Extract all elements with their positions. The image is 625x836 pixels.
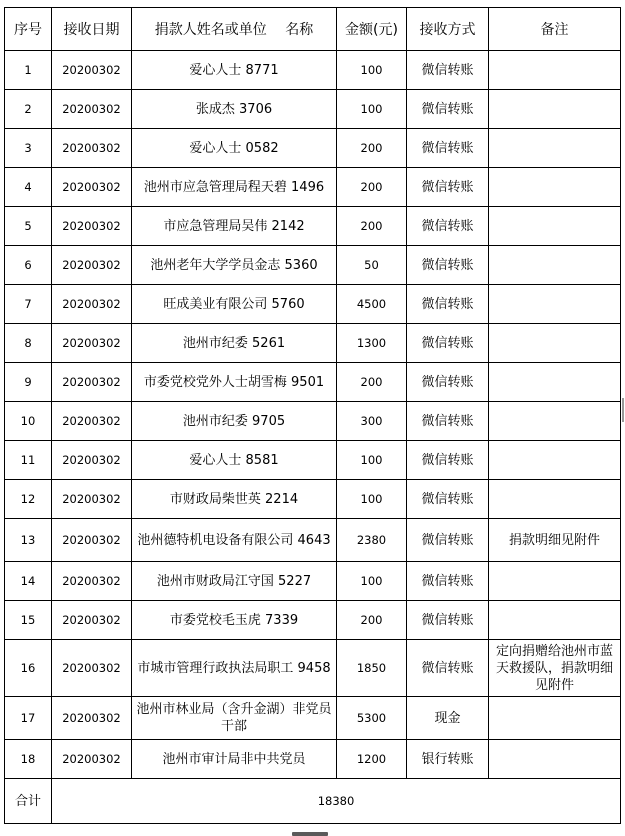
cell-donor: 爱心人士 0582	[132, 129, 337, 168]
scrollbar-thumb[interactable]	[292, 832, 328, 836]
table-row	[5, 519, 621, 562]
cell-date: 20200302	[52, 324, 132, 363]
cell-amount: 100	[337, 90, 407, 129]
cell-amount: 1850	[337, 640, 407, 697]
cell-amount: 200	[337, 207, 407, 246]
cell-note	[489, 168, 621, 207]
total-label: 合计	[5, 779, 52, 824]
cell-donor: 市财政局柴世英 2214	[132, 480, 337, 519]
cell-donor: 张成杰 3706	[132, 90, 337, 129]
cell-note	[489, 740, 621, 779]
cell-date: 20200302	[52, 740, 132, 779]
cell-donor: 池州市林业局（含升金湖）非党员干部	[132, 697, 337, 740]
cell-donor: 池州市纪委 5261	[132, 324, 337, 363]
cell-note	[489, 363, 621, 402]
cell-note: 定向捐赠给池州市蓝天救援队，捐款明细见附件	[489, 640, 621, 697]
cell-note	[489, 441, 621, 480]
cell-amount: 200	[337, 168, 407, 207]
cell-seq: 8	[5, 324, 52, 363]
cell-note	[489, 562, 621, 601]
cell-note	[489, 129, 621, 168]
cell-donor: 池州市审计局非中共党员	[132, 740, 337, 779]
cell-method: 微信转账	[407, 363, 489, 402]
cell-date: 20200302	[52, 480, 132, 519]
cell-method: 微信转账	[407, 90, 489, 129]
cell-note	[489, 246, 621, 285]
cell-method: 微信转账	[407, 441, 489, 480]
cell-date: 20200302	[52, 363, 132, 402]
cell-date: 20200302	[52, 90, 132, 129]
cell-method: 微信转账	[407, 51, 489, 90]
cell-method: 微信转账	[407, 640, 489, 697]
cell-note	[489, 51, 621, 90]
table-row	[5, 246, 621, 285]
cell-date: 20200302	[52, 168, 132, 207]
cell-seq: 7	[5, 285, 52, 324]
cell-amount: 100	[337, 51, 407, 90]
cell-date: 20200302	[52, 640, 132, 697]
cell-amount: 200	[337, 363, 407, 402]
cell-method: 微信转账	[407, 519, 489, 562]
cell-method: 微信转账	[407, 480, 489, 519]
cell-seq: 10	[5, 402, 52, 441]
header-seq: 序号	[5, 8, 52, 51]
cell-method: 微信转账	[407, 562, 489, 601]
cell-note	[489, 207, 621, 246]
table-row	[5, 402, 621, 441]
table-row	[5, 324, 621, 363]
resize-handle[interactable]	[622, 398, 624, 422]
cell-date: 20200302	[52, 441, 132, 480]
cell-note: 捐款明细见附件	[489, 519, 621, 562]
cell-method: 微信转账	[407, 168, 489, 207]
header-note: 备注	[489, 8, 621, 51]
cell-seq: 9	[5, 363, 52, 402]
cell-date: 20200302	[52, 601, 132, 640]
cell-note	[489, 697, 621, 740]
cell-note	[489, 480, 621, 519]
cell-date: 20200302	[52, 285, 132, 324]
cell-donor: 池州德特机电设备有限公司 4643	[132, 519, 337, 562]
cell-seq: 6	[5, 246, 52, 285]
cell-amount: 1200	[337, 740, 407, 779]
cell-date: 20200302	[52, 51, 132, 90]
header-row	[5, 8, 621, 51]
cell-amount: 50	[337, 246, 407, 285]
cell-seq: 18	[5, 740, 52, 779]
table-row	[5, 480, 621, 519]
cell-donor: 市委党校党外人士胡雪梅 9501	[132, 363, 337, 402]
header-date: 接收日期	[52, 8, 132, 51]
cell-seq: 12	[5, 480, 52, 519]
cell-seq: 17	[5, 697, 52, 740]
cell-method: 微信转账	[407, 601, 489, 640]
cell-seq: 4	[5, 168, 52, 207]
cell-amount: 4500	[337, 285, 407, 324]
cell-seq: 1	[5, 51, 52, 90]
cell-method: 微信转账	[407, 129, 489, 168]
cell-seq: 15	[5, 601, 52, 640]
cell-donor: 爱心人士 8581	[132, 441, 337, 480]
table-row	[5, 740, 621, 779]
table-row	[5, 601, 621, 640]
cell-donor: 市城市管理行政执法局职工 9458	[132, 640, 337, 697]
cell-date: 20200302	[52, 246, 132, 285]
header-donor: 捐款人姓名或单位 名称	[132, 8, 337, 51]
cell-seq: 13	[5, 519, 52, 562]
cell-amount: 100	[337, 441, 407, 480]
table-row	[5, 207, 621, 246]
cell-seq: 16	[5, 640, 52, 697]
table-row	[5, 640, 621, 697]
cell-note	[489, 402, 621, 441]
cell-amount: 200	[337, 601, 407, 640]
cell-method: 微信转账	[407, 207, 489, 246]
cell-note	[489, 285, 621, 324]
cell-amount: 100	[337, 562, 407, 601]
cell-donor: 池州老年大学学员金志 5360	[132, 246, 337, 285]
cell-donor: 市应急管理局吴伟 2142	[132, 207, 337, 246]
cell-donor: 爱心人士 8771	[132, 51, 337, 90]
cell-seq: 14	[5, 562, 52, 601]
table-row	[5, 129, 621, 168]
cell-method: 微信转账	[407, 285, 489, 324]
table-row	[5, 285, 621, 324]
cell-amount: 1300	[337, 324, 407, 363]
header-amount: 金额(元)	[337, 8, 407, 51]
table-row	[5, 168, 621, 207]
cell-date: 20200302	[52, 207, 132, 246]
cell-method: 微信转账	[407, 324, 489, 363]
table-row	[5, 51, 621, 90]
cell-date: 20200302	[52, 697, 132, 740]
cell-note	[489, 601, 621, 640]
cell-amount: 2380	[337, 519, 407, 562]
total-row	[5, 779, 621, 824]
cell-method: 微信转账	[407, 402, 489, 441]
cell-method: 现金	[407, 697, 489, 740]
donation-table	[4, 7, 621, 824]
cell-seq: 2	[5, 90, 52, 129]
cell-method: 银行转账	[407, 740, 489, 779]
cell-amount: 100	[337, 480, 407, 519]
cell-amount: 300	[337, 402, 407, 441]
cell-amount: 200	[337, 129, 407, 168]
cell-amount: 5300	[337, 697, 407, 740]
table-row	[5, 697, 621, 740]
cell-date: 20200302	[52, 129, 132, 168]
cell-date: 20200302	[52, 402, 132, 441]
cell-donor: 池州市纪委 9705	[132, 402, 337, 441]
header-method: 接收方式	[407, 8, 489, 51]
cell-donor: 池州市财政局江守国 5227	[132, 562, 337, 601]
table-row	[5, 90, 621, 129]
table-row	[5, 562, 621, 601]
cell-donor: 旺成美业有限公司 5760	[132, 285, 337, 324]
table-row	[5, 363, 621, 402]
cell-date: 20200302	[52, 562, 132, 601]
cell-date: 20200302	[52, 519, 132, 562]
cell-method: 微信转账	[407, 246, 489, 285]
cell-donor: 池州市应急管理局程天碧 1496	[132, 168, 337, 207]
cell-seq: 5	[5, 207, 52, 246]
cell-donor: 市委党校毛玉虎 7339	[132, 601, 337, 640]
table-row	[5, 441, 621, 480]
total-value: 18380	[52, 779, 621, 824]
cell-seq: 3	[5, 129, 52, 168]
cell-note	[489, 90, 621, 129]
cell-seq: 11	[5, 441, 52, 480]
cell-note	[489, 324, 621, 363]
